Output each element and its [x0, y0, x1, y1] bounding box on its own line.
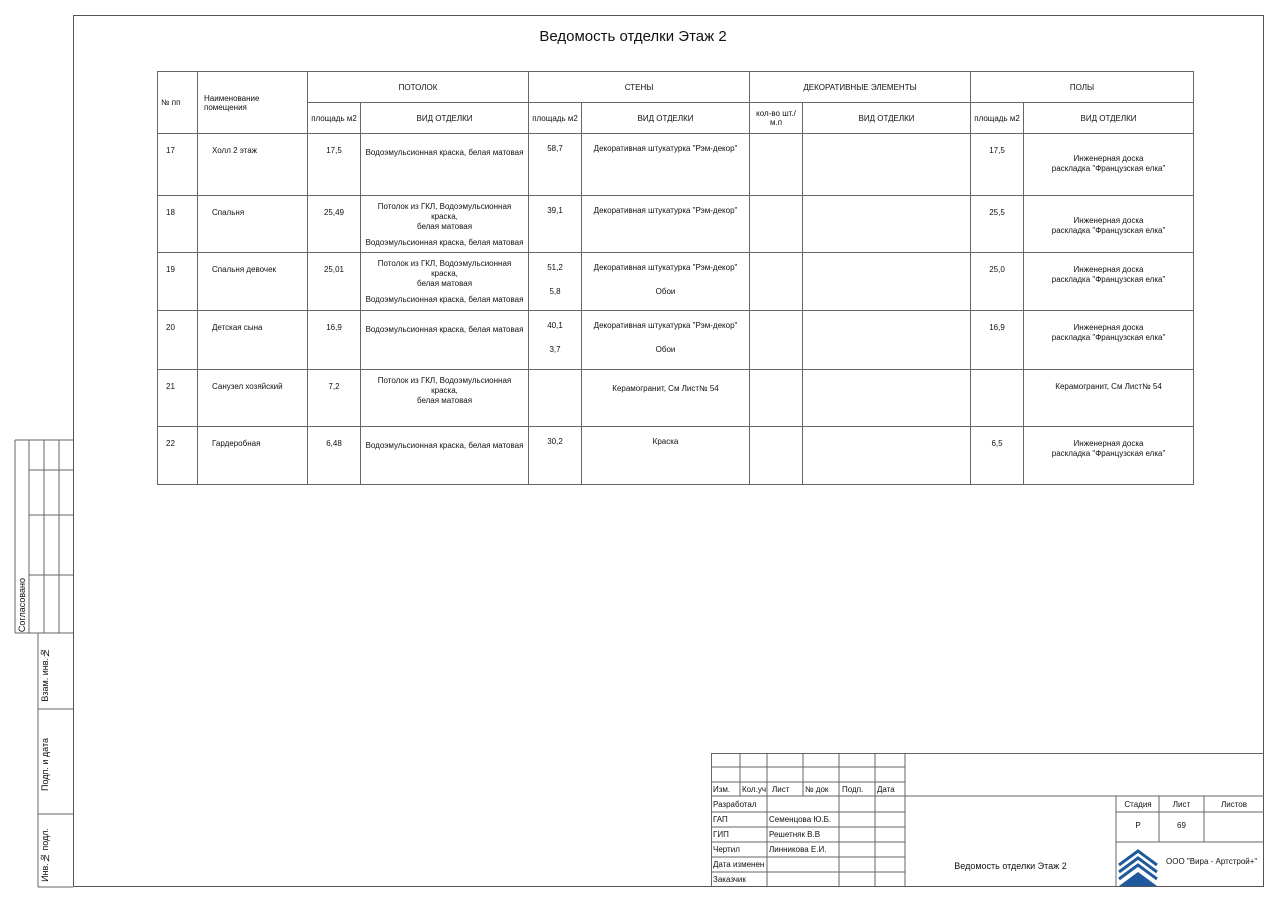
walls-area [529, 134, 582, 196]
floors-finish [1024, 426, 1194, 484]
cell-line: белая матовая [416, 279, 473, 289]
cell-line: Обои [655, 345, 676, 355]
tb-role: Дата изменен [713, 860, 765, 869]
cell-line: Инженерная доска [1073, 438, 1144, 448]
finish-table-body [158, 134, 1194, 485]
cell-line: белая матовая [416, 395, 473, 405]
header-ceiling: ПОТОЛОК [308, 72, 529, 103]
tb-col-header: № док [805, 785, 829, 794]
table-row [158, 369, 1194, 426]
floors-area: 6,5 [971, 426, 1024, 484]
decor-finish [803, 196, 971, 253]
header-floors-finish: ВИД ОТДЕЛКИ [1024, 103, 1194, 134]
walls-finish [582, 311, 750, 369]
cell-line: Инженерная доска [1073, 154, 1144, 163]
sheet-title: Ведомость отделки Этаж 2 [539, 28, 727, 45]
cell-line: Потолок из ГКЛ, Водоэмульсионная краска, [377, 259, 512, 279]
cell-line: Декоративная штукатурка "Рэм-декор" [593, 206, 738, 216]
ceiling-area: 16,9 [308, 311, 361, 369]
table-row [158, 426, 1194, 484]
floors-finish [1024, 196, 1194, 253]
cell-line: Обои [655, 287, 676, 297]
cell-line: Инженерная доска [1073, 216, 1144, 226]
header-decor: ДЕКОРАТИВНЫЕ ЭЛЕМЕНТЫ [750, 72, 971, 103]
cell-line: Керамогранит, См Лист№ 54 [1055, 381, 1162, 391]
sheet-label: Лист [1172, 800, 1191, 809]
header-decor-finish: ВИД ОТДЕЛКИ [803, 103, 971, 134]
header-floors-area: площадь м2 [971, 103, 1024, 134]
cell-line: раскладка "Французская елка" [1051, 164, 1166, 173]
tb-col-header: Подп. [842, 785, 864, 794]
ceiling-area: 6,48 [308, 426, 361, 484]
header-decor-qty: кол-во шт./м.п [750, 103, 803, 134]
ceiling-finish [361, 196, 529, 253]
floors-finish [1024, 369, 1194, 426]
walls-finish [582, 196, 750, 253]
cell-line: Водоэмульсионная краска, белая матовая [365, 325, 524, 335]
decor-qty [750, 134, 803, 196]
sheets-label: Листов [1221, 800, 1247, 809]
ceiling-area: 25,49 [308, 196, 361, 253]
cell-line: белая матовая [416, 222, 473, 232]
ceiling-finish [361, 311, 529, 369]
table-row [158, 311, 1194, 369]
tb-col-header: Лист [772, 785, 790, 794]
floors-area: 25,5 [971, 196, 1024, 253]
cell-line: Инженерная доска [1073, 323, 1144, 333]
cell-line: Керамогранит, См Лист№ 54 [612, 383, 719, 393]
walls-area [529, 369, 582, 426]
floors-finish [1024, 311, 1194, 369]
decor-finish [803, 426, 971, 484]
decor-qty [750, 311, 803, 369]
stage-label: Стадия [1124, 800, 1152, 809]
header-ceiling-finish: ВИД ОТДЕЛКИ [361, 103, 529, 134]
header-walls: СТЕНЫ [529, 72, 750, 103]
tb-role: Разработал [713, 800, 757, 809]
floors-area: 25,0 [971, 253, 1024, 311]
walls-area [529, 426, 582, 484]
cell-line: Водоэмульсионная краска, белая матовая [365, 295, 524, 305]
cell-line: 51,2 [547, 263, 563, 273]
walls-area [529, 253, 582, 311]
walls-area [529, 311, 582, 369]
agreed-label: Согласовано [17, 578, 27, 633]
row-number: 18 [158, 196, 198, 253]
header-name: Наименование помещения [198, 72, 308, 134]
room-name: Холл 2 этаж [198, 134, 308, 196]
row-number: 19 [158, 253, 198, 311]
floors-area: 17,5 [971, 134, 1024, 196]
cell-line: 40,1 [547, 321, 563, 331]
company-name: ООО "Вира - Артстрой+" [1166, 857, 1258, 866]
cell-line: Потолок из ГКЛ, Водоэмульсионная краска, [377, 375, 512, 395]
inv-no-label: Инв.№ подл. [40, 828, 50, 882]
cell-line: Водоэмульсионная краска, белая матовая [365, 238, 524, 248]
decor-qty [750, 426, 803, 484]
replace-inv-label: Взам. инв.№ [40, 648, 50, 702]
header-ceiling-area: площадь м2 [308, 103, 361, 134]
cell-line: Водоэмульсионная краска, белая матовая [365, 148, 524, 157]
table-row [158, 196, 1194, 253]
cell-line: раскладка "Французская елка" [1051, 275, 1166, 285]
walls-finish [582, 369, 750, 426]
decor-finish [803, 311, 971, 369]
walls-area [529, 196, 582, 253]
room-name: Санузел хозяйский [198, 369, 308, 426]
cell-line: Инженерная доска [1073, 265, 1144, 275]
cell-line: 39,1 [547, 206, 563, 216]
cell-line: 3,7 [549, 345, 561, 355]
decor-finish [803, 369, 971, 426]
ceiling-area: 7,2 [308, 369, 361, 426]
ceiling-finish [361, 369, 529, 426]
room-name: Гардеробная [198, 426, 308, 484]
finish-schedule-table [157, 71, 1194, 485]
cell-line: 5,8 [549, 287, 561, 297]
cell-line: Декоративная штукатурка "Рэм-декор" [593, 321, 738, 331]
ceiling-area: 17,5 [308, 134, 361, 196]
tb-person-name: Семенцова Ю.Б. [769, 815, 832, 824]
row-number: 21 [158, 369, 198, 426]
tb-role: ГИП [713, 830, 729, 839]
cell-line: раскладка "Французская елка" [1051, 226, 1166, 236]
title-block [711, 753, 1264, 887]
sign-date-label: Подп. и дата [40, 738, 50, 792]
decor-finish [803, 253, 971, 311]
tb-role: Заказчик [713, 875, 746, 884]
cell-line: Краска [652, 436, 679, 446]
cell-line: 58,7 [547, 144, 563, 153]
row-number: 20 [158, 311, 198, 369]
ceiling-area: 25,01 [308, 253, 361, 311]
cell-line: Водоэмульсионная краска, белая матовая [365, 440, 524, 450]
decor-qty [750, 253, 803, 311]
header-floors: ПОЛЫ [971, 72, 1194, 103]
walls-finish [582, 253, 750, 311]
tb-col-header: Дата [877, 785, 895, 794]
room-name: Спальня [198, 196, 308, 253]
row-number: 17 [158, 134, 198, 196]
cell-line: раскладка "Французская елка" [1051, 333, 1166, 343]
tb-person-name: Решетняк В.В [769, 830, 821, 839]
cell-line: Декоративная штукатурка "Рэм-декор" [593, 263, 738, 273]
cell-line: 30,2 [547, 436, 563, 446]
room-name: Детская сына [198, 311, 308, 369]
table-row [158, 134, 1194, 196]
ceiling-finish [361, 253, 529, 311]
floors-finish [1024, 253, 1194, 311]
decor-qty [750, 369, 803, 426]
tb-role: Чертил [713, 845, 740, 854]
decor-finish [803, 134, 971, 196]
cell-line: Декоративная штукатурка "Рэм-декор" [593, 144, 738, 153]
floors-finish [1024, 134, 1194, 196]
cell-line: Потолок из ГКЛ, Водоэмульсионная краска, [377, 202, 512, 222]
sheet-value: 69 [1177, 821, 1186, 830]
ceiling-finish [361, 134, 529, 196]
tb-col-header: Кол.уч [742, 785, 766, 794]
tb-person-name: Линникова Е.И. [769, 845, 827, 854]
tb-col-header: Изм. [713, 785, 731, 794]
drawing-title: Ведомость отделки Этаж 2 [954, 861, 1067, 871]
row-number: 22 [158, 426, 198, 484]
cell-line: раскладка "Французская елка" [1051, 448, 1166, 458]
company-logo-icon [1117, 843, 1159, 886]
floors-area: 16,9 [971, 311, 1024, 369]
ceiling-finish [361, 426, 529, 484]
walls-finish [582, 426, 750, 484]
table-row [158, 253, 1194, 311]
tb-role: ГАП [713, 815, 728, 824]
header-num: № пп [158, 72, 198, 134]
header-walls-area: площадь м2 [529, 103, 582, 134]
floors-area [971, 369, 1024, 426]
header-walls-finish: ВИД ОТДЕЛКИ [582, 103, 750, 134]
decor-qty [750, 196, 803, 253]
room-name: Спальня девочек [198, 253, 308, 311]
stage-value: Р [1135, 821, 1141, 830]
walls-finish [582, 134, 750, 196]
